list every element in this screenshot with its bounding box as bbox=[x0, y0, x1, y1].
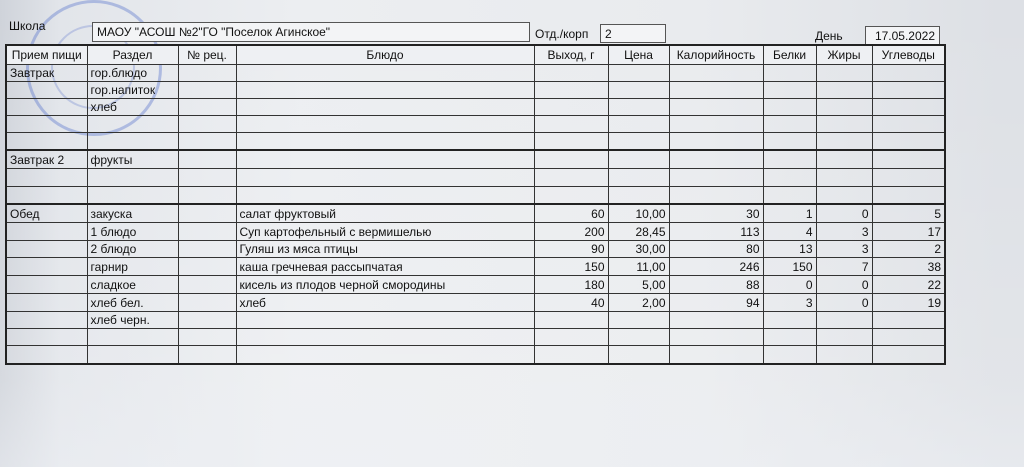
cell-carbs bbox=[872, 65, 945, 82]
cell-protein bbox=[763, 99, 816, 116]
cell-weight bbox=[534, 346, 608, 365]
cell-protein bbox=[763, 346, 816, 365]
cell-fat: 0 bbox=[816, 294, 872, 312]
dept-label: Отд./корп bbox=[535, 27, 589, 41]
cell-kcal: 113 bbox=[669, 223, 763, 241]
cell-meal: Завтрак bbox=[6, 65, 87, 82]
table-row bbox=[6, 133, 945, 151]
cell-section: хлеб бел. bbox=[87, 294, 178, 312]
cell-carbs bbox=[872, 312, 945, 329]
cell-dish bbox=[236, 329, 534, 346]
cell-protein: 150 bbox=[763, 258, 816, 276]
cell-section: гор.блюдо bbox=[87, 65, 178, 82]
cell-carbs bbox=[872, 150, 945, 169]
cell-section: сладкое bbox=[87, 276, 178, 294]
cell-meal: Обед bbox=[6, 204, 87, 223]
cell-price bbox=[608, 82, 669, 99]
table-row bbox=[6, 82, 945, 99]
cell-price bbox=[608, 329, 669, 346]
cell-weight bbox=[534, 65, 608, 82]
cell-rec bbox=[178, 223, 236, 241]
cell-kcal bbox=[669, 65, 763, 82]
cell-rec bbox=[178, 346, 236, 365]
table-row bbox=[6, 294, 945, 312]
cell-weight bbox=[534, 187, 608, 205]
table-row bbox=[6, 187, 945, 205]
cell-meal bbox=[6, 116, 87, 133]
cell-weight bbox=[534, 150, 608, 169]
cell-section: фрукты bbox=[87, 150, 178, 169]
cell-fat bbox=[816, 169, 872, 187]
cell-rec bbox=[178, 276, 236, 294]
cell-price bbox=[608, 65, 669, 82]
cell-fat bbox=[816, 82, 872, 99]
cell-weight bbox=[534, 116, 608, 133]
cell-protein: 0 bbox=[763, 276, 816, 294]
col-header-price: Цена bbox=[608, 45, 669, 65]
table-header-row bbox=[6, 45, 945, 65]
cell-carbs: 17 bbox=[872, 223, 945, 241]
cell-kcal bbox=[669, 99, 763, 116]
cell-fat: 3 bbox=[816, 241, 872, 258]
table-row bbox=[6, 169, 945, 187]
cell-fat: 0 bbox=[816, 204, 872, 223]
cell-price bbox=[608, 99, 669, 116]
cell-section bbox=[87, 329, 178, 346]
cell-kcal bbox=[669, 312, 763, 329]
cell-protein bbox=[763, 133, 816, 151]
cell-section: 1 блюдо bbox=[87, 223, 178, 241]
col-header-meal: Прием пищи bbox=[6, 45, 87, 65]
col-header-protein: Белки bbox=[763, 45, 816, 65]
table-row bbox=[6, 65, 945, 82]
cell-price bbox=[608, 116, 669, 133]
cell-dish: кисель из плодов черной смородины bbox=[236, 276, 534, 294]
cell-weight: 180 bbox=[534, 276, 608, 294]
table-row bbox=[6, 241, 945, 258]
table-row bbox=[6, 99, 945, 116]
cell-carbs: 2 bbox=[872, 241, 945, 258]
cell-fat bbox=[816, 116, 872, 133]
cell-price bbox=[608, 346, 669, 365]
cell-meal bbox=[6, 312, 87, 329]
cell-protein: 13 bbox=[763, 241, 816, 258]
cell-section bbox=[87, 169, 178, 187]
table-row bbox=[6, 276, 945, 294]
cell-carbs bbox=[872, 116, 945, 133]
cell-meal bbox=[6, 82, 87, 99]
col-header-section: Раздел bbox=[87, 45, 178, 65]
cell-kcal bbox=[669, 116, 763, 133]
cell-meal bbox=[6, 294, 87, 312]
cell-dish bbox=[236, 133, 534, 151]
day-label: День bbox=[815, 29, 843, 43]
cell-price: 28,45 bbox=[608, 223, 669, 241]
cell-meal bbox=[6, 258, 87, 276]
cell-price bbox=[608, 187, 669, 205]
cell-meal bbox=[6, 187, 87, 205]
table-row bbox=[6, 329, 945, 346]
cell-section bbox=[87, 346, 178, 365]
cell-meal bbox=[6, 223, 87, 241]
cell-kcal bbox=[669, 169, 763, 187]
cell-weight: 90 bbox=[534, 241, 608, 258]
table-row bbox=[6, 223, 945, 241]
cell-kcal: 80 bbox=[669, 241, 763, 258]
cell-rec bbox=[178, 241, 236, 258]
col-header-fat: Жиры bbox=[816, 45, 872, 65]
cell-carbs bbox=[872, 82, 945, 99]
cell-section: хлеб bbox=[87, 99, 178, 116]
date-field: 17.05.2022 bbox=[865, 26, 940, 45]
cell-kcal bbox=[669, 82, 763, 99]
cell-section: гор.напиток bbox=[87, 82, 178, 99]
cell-dish bbox=[236, 65, 534, 82]
cell-meal: Завтрак 2 bbox=[6, 150, 87, 169]
cell-rec bbox=[178, 329, 236, 346]
cell-section bbox=[87, 133, 178, 151]
cell-weight: 40 bbox=[534, 294, 608, 312]
cell-dish: Суп картофельный с вермишелью bbox=[236, 223, 534, 241]
cell-fat bbox=[816, 65, 872, 82]
cell-fat: 3 bbox=[816, 223, 872, 241]
cell-rec bbox=[178, 312, 236, 329]
cell-rec bbox=[178, 116, 236, 133]
cell-meal bbox=[6, 133, 87, 151]
cell-price bbox=[608, 312, 669, 329]
cell-price: 30,00 bbox=[608, 241, 669, 258]
cell-rec bbox=[178, 258, 236, 276]
cell-rec bbox=[178, 204, 236, 223]
cell-protein bbox=[763, 82, 816, 99]
cell-carbs bbox=[872, 169, 945, 187]
cell-weight bbox=[534, 312, 608, 329]
cell-meal bbox=[6, 99, 87, 116]
cell-rec bbox=[178, 294, 236, 312]
cell-meal bbox=[6, 241, 87, 258]
cell-price: 2,00 bbox=[608, 294, 669, 312]
cell-fat bbox=[816, 150, 872, 169]
cell-dish bbox=[236, 150, 534, 169]
cell-protein: 4 bbox=[763, 223, 816, 241]
cell-meal bbox=[6, 329, 87, 346]
cell-price: 11,00 bbox=[608, 258, 669, 276]
table-row bbox=[6, 346, 945, 365]
cell-price bbox=[608, 169, 669, 187]
cell-protein bbox=[763, 169, 816, 187]
cell-weight bbox=[534, 82, 608, 99]
cell-carbs: 19 bbox=[872, 294, 945, 312]
cell-weight: 60 bbox=[534, 204, 608, 223]
cell-carbs bbox=[872, 329, 945, 346]
cell-fat: 7 bbox=[816, 258, 872, 276]
cell-section: закуска bbox=[87, 204, 178, 223]
cell-dish bbox=[236, 346, 534, 365]
cell-protein: 1 bbox=[763, 204, 816, 223]
cell-kcal: 30 bbox=[669, 204, 763, 223]
school-name-field: МАОУ "АСОШ №2"ГО "Поселок Агинское" bbox=[92, 22, 530, 42]
cell-section bbox=[87, 187, 178, 205]
cell-section bbox=[87, 116, 178, 133]
cell-dish: каша гречневая рассыпчатая bbox=[236, 258, 534, 276]
cell-fat bbox=[816, 99, 872, 116]
school-label: Школа bbox=[9, 19, 46, 33]
cell-protein bbox=[763, 150, 816, 169]
cell-price: 5,00 bbox=[608, 276, 669, 294]
cell-meal bbox=[6, 276, 87, 294]
cell-kcal: 246 bbox=[669, 258, 763, 276]
cell-carbs: 22 bbox=[872, 276, 945, 294]
cell-rec bbox=[178, 82, 236, 99]
cell-fat bbox=[816, 133, 872, 151]
cell-weight bbox=[534, 169, 608, 187]
cell-meal bbox=[6, 346, 87, 365]
cell-carbs bbox=[872, 346, 945, 365]
cell-dish bbox=[236, 312, 534, 329]
col-header-recipe: № рец. bbox=[178, 45, 236, 65]
cell-price bbox=[608, 150, 669, 169]
cell-price: 10,00 bbox=[608, 204, 669, 223]
cell-fat bbox=[816, 346, 872, 365]
col-header-weight: Выход, г bbox=[534, 45, 608, 65]
cell-fat bbox=[816, 329, 872, 346]
cell-weight: 150 bbox=[534, 258, 608, 276]
table-row bbox=[6, 116, 945, 133]
dept-field: 2 bbox=[600, 24, 666, 43]
cell-kcal bbox=[669, 329, 763, 346]
cell-carbs: 5 bbox=[872, 204, 945, 223]
cell-dish bbox=[236, 169, 534, 187]
col-header-dish: Блюдо bbox=[236, 45, 534, 65]
cell-protein bbox=[763, 187, 816, 205]
cell-dish bbox=[236, 82, 534, 99]
cell-carbs bbox=[872, 133, 945, 151]
cell-fat bbox=[816, 187, 872, 205]
cell-rec bbox=[178, 169, 236, 187]
cell-weight bbox=[534, 99, 608, 116]
menu-table bbox=[5, 44, 946, 365]
cell-dish: салат фруктовый bbox=[236, 204, 534, 223]
cell-weight bbox=[534, 329, 608, 346]
cell-kcal bbox=[669, 346, 763, 365]
cell-weight bbox=[534, 133, 608, 151]
cell-rec bbox=[178, 99, 236, 116]
cell-section: хлеб черн. bbox=[87, 312, 178, 329]
cell-rec bbox=[178, 187, 236, 205]
cell-kcal: 88 bbox=[669, 276, 763, 294]
cell-kcal bbox=[669, 150, 763, 169]
cell-kcal: 94 bbox=[669, 294, 763, 312]
cell-section: гарнир bbox=[87, 258, 178, 276]
cell-protein bbox=[763, 65, 816, 82]
table-row bbox=[6, 312, 945, 329]
table-row bbox=[6, 258, 945, 276]
cell-carbs bbox=[872, 99, 945, 116]
cell-rec bbox=[178, 150, 236, 169]
cell-dish bbox=[236, 187, 534, 205]
cell-protein bbox=[763, 116, 816, 133]
table-row bbox=[6, 204, 945, 223]
cell-price bbox=[608, 133, 669, 151]
cell-dish bbox=[236, 99, 534, 116]
cell-weight: 200 bbox=[534, 223, 608, 241]
menu-body bbox=[6, 65, 945, 365]
cell-carbs bbox=[872, 187, 945, 205]
cell-fat: 0 bbox=[816, 276, 872, 294]
cell-section: 2 блюдо bbox=[87, 241, 178, 258]
cell-protein bbox=[763, 329, 816, 346]
cell-kcal bbox=[669, 187, 763, 205]
col-header-kcal: Калорийность bbox=[669, 45, 763, 65]
cell-rec bbox=[178, 65, 236, 82]
col-header-carbs: Углеводы bbox=[872, 45, 945, 65]
cell-fat bbox=[816, 312, 872, 329]
cell-protein: 3 bbox=[763, 294, 816, 312]
cell-kcal bbox=[669, 133, 763, 151]
cell-dish bbox=[236, 116, 534, 133]
cell-protein bbox=[763, 312, 816, 329]
cell-dish: хлеб bbox=[236, 294, 534, 312]
table-row bbox=[6, 150, 945, 169]
cell-carbs: 38 bbox=[872, 258, 945, 276]
cell-dish: Гуляш из мяса птицы bbox=[236, 241, 534, 258]
cell-rec bbox=[178, 133, 236, 151]
cell-meal bbox=[6, 169, 87, 187]
